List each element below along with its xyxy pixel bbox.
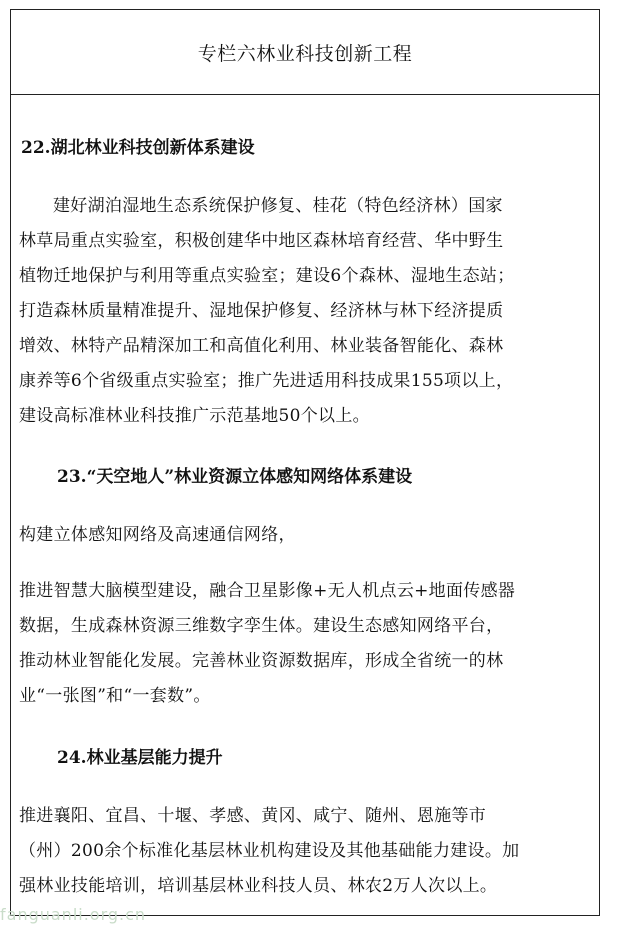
paragraph-line: （州）200余个标准化基层林业机构建设及其他基础能力建设。加 — [19, 841, 520, 861]
section-22-paragraph — [19, 189, 593, 434]
paragraph-line: 构建立体感知网络及高速通信网络， — [19, 525, 296, 545]
paragraph-line: 强林业技能培训，培训基层林业科技人员、林农2万人次以上。 — [19, 876, 498, 896]
section-23-paragraph-2 — [19, 574, 593, 714]
section-heading-22: 22.湖北林业科技创新体系建设 — [21, 138, 255, 158]
paragraph-line: 数据，生成森林资源三维数字孪生体。建设生态感知网络平台， — [19, 616, 504, 636]
section-23-paragraph-1 — [19, 518, 593, 553]
paragraph-line: 建设高标准林业科技推广示范基地50个以上。 — [19, 406, 370, 426]
paragraph-line: 推进智慧大脑模型建设，融合卫星影像+无人机点云+地面传感器 — [19, 581, 516, 601]
paragraph-line: 林草局重点实验室，积极创建华中地区森林培育经营、华中野生 — [19, 231, 504, 251]
paragraph-line: 推动林业智能化发展。完善林业资源数据库，形成全省统一的林 — [19, 651, 504, 671]
paragraph-line: 康养等6个省级重点实验室；推广先进适用科技成果155项以上， — [19, 371, 514, 391]
column-box — [10, 9, 600, 916]
paragraph-line: 业“一张图”和“一套数”。 — [19, 686, 211, 706]
box-title: 专栏六林业科技创新工程 — [197, 42, 413, 65]
paragraph-line: 增效、林特产品精深加工和高值化利用、林业装备智能化、森林 — [19, 336, 504, 356]
paragraph-line: 建好湖泊湿地生态系统保护修复、桂花（特色经济林）国家 — [53, 196, 503, 216]
section-24-paragraph — [19, 799, 593, 904]
section-heading-24: 24.林业基层能力提升 — [57, 748, 223, 768]
paragraph-line: 植物迁地保护与利用等重点实验室；建设6个森林、湿地生态站； — [19, 266, 515, 286]
paragraph-line: 推进襄阳、宜昌、十堰、孝感、黄冈、咸宁、随州、恩施等市 — [19, 806, 487, 826]
watermark: fanguanli.org.cn — [0, 905, 147, 924]
title-row — [11, 10, 599, 95]
box-content — [19, 94, 593, 915]
paragraph-line: 打造森林质量精准提升、湿地保护修复、经济林与林下经济提质 — [19, 301, 504, 321]
section-heading-23: 23.“天空地人”林业资源立体感知网络体系建设 — [57, 467, 413, 487]
